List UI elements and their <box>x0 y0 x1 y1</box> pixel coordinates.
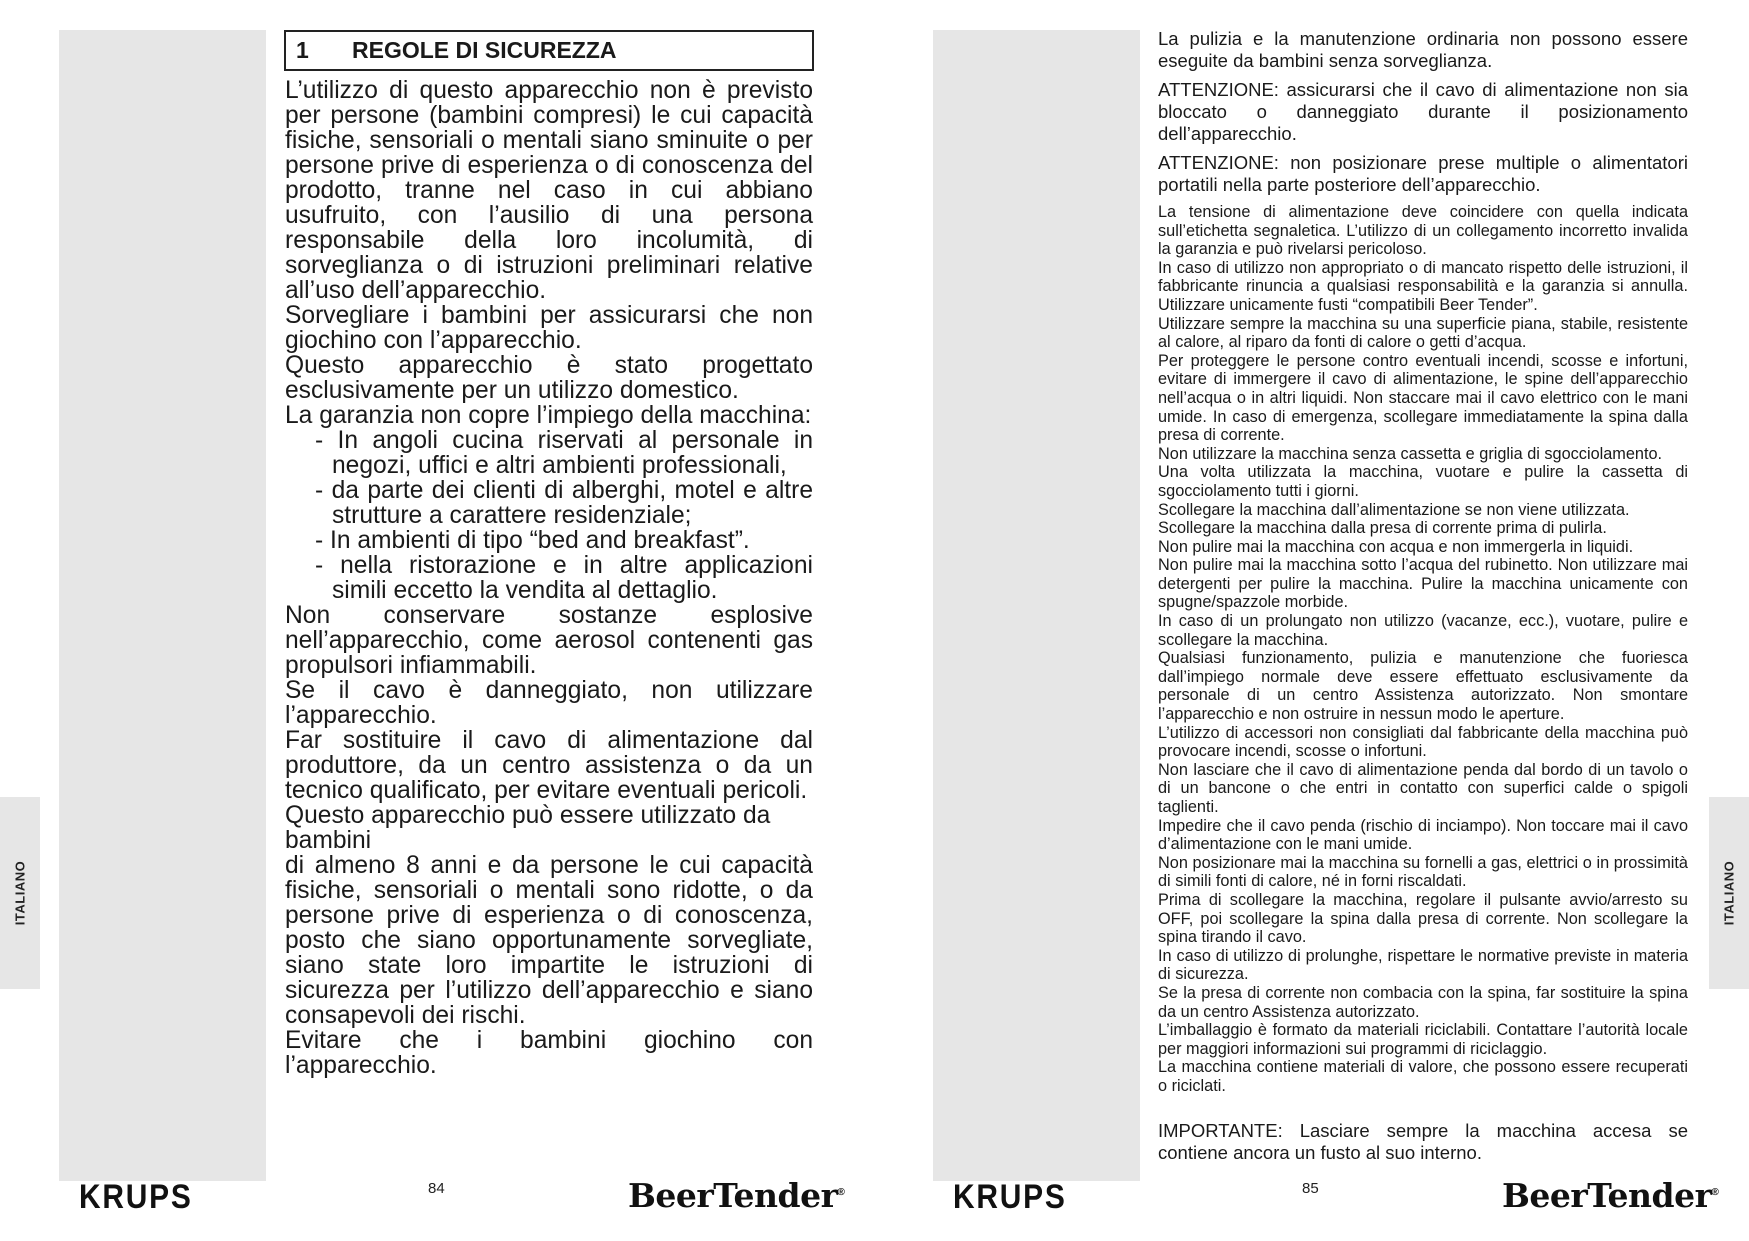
paragraph: La garanzia non copre l’impiego della macchina: <box>285 402 812 429</box>
left-page-body <box>285 78 813 1078</box>
left-language-tab-label: ITALIANO <box>12 860 28 926</box>
right-registered-mark: ® <box>1711 1187 1719 1198</box>
paragraph: L’imballaggio è formato da materiali riciclabili. Contattare l’autorità locale per maggiori informazioni sui programmi di riciclaggio. <box>1158 1021 1688 1058</box>
paragraph: Non pulire mai la macchina sotto l’acqua del rubinetto. Non utilizzare mai detergenti per pulire la macchina. Pulire la macchina unicamente con spugne/spazzole morbide. <box>1158 556 1688 612</box>
paragraph: La pulizia e la manutenzione ordinaria non possono essere eseguite da bambini senza sorveglianza. <box>1158 28 1688 71</box>
paragraph: Questo apparecchio è stato progettato esclusivamente per un utilizzo domestico. <box>285 352 813 404</box>
section-heading <box>284 30 814 71</box>
list-item: - nella ristorazione e in altre applicazioni simili eccetto la vendita al dettaglio. <box>315 552 813 604</box>
paragraph: In caso di utilizzo di prolunghe, rispettare le normative previste in materia di sicurezza. <box>1158 946 1688 984</box>
left-page-gray-column <box>59 30 266 1181</box>
list-item: - In angoli cucina riservati al personale in negozi, uffici e altri ambienti professionali, <box>315 427 813 479</box>
left-page-number: 84 <box>428 1180 445 1197</box>
section-number: 1 <box>296 37 309 63</box>
small-print-block <box>1158 203 1688 1096</box>
paragraph: ATTENZIONE: non posizionare prese multiple o alimentatori portatili nella parte posteriore dell’apparecchio. <box>1158 152 1688 195</box>
right-krups-logo: KRUPS <box>953 1178 1067 1216</box>
paragraph: Una volta utilizzata la macchina, vuotare e pulire la cassetta di sgocciolamento tutti i giorni. <box>1158 463 1688 500</box>
left-registered-mark: ® <box>837 1187 845 1198</box>
right-language-tab-label: ITALIANO <box>1721 860 1737 926</box>
list-item: - da parte dei clienti di alberghi, motel e altre strutture a carattere residenziale; <box>315 477 813 529</box>
right-beertender-wordmark: BeerTender <box>1502 1176 1712 1215</box>
paragraph: Sorvegliare i bambini per assicurarsi che non giochino con l’apparecchio. <box>285 302 813 354</box>
right-language-tab <box>1709 797 1749 989</box>
paragraph: La macchina contiene materiali di valore, che possono essere recuperati o riciclati. <box>1158 1058 1688 1095</box>
paragraph: Per proteggere le persone contro eventuali incendi, scosse e infortuni, evitare di immergere il cavo di alimentazione, le spine dell’apparecchio nell’acqua o in altri liquidi. Non staccare mai il cavo elettrico con le mani umide. In caso di emergenza, scollegare immediatamente la spina dalla presa di corrente. <box>1158 351 1688 445</box>
paragraph: Scollegare la macchina dall’alimentazione se non viene utilizzata. <box>1158 500 1630 519</box>
right-page-gray-column <box>933 30 1140 1181</box>
paragraph: ATTENZIONE: assicurarsi che il cavo di alimentazione non sia bloccato o danneggiato durante il posizionamento dell’apparecchio. <box>1158 79 1688 144</box>
paragraph: Evitare che i bambini giochino con l’apparecchio. <box>285 1027 813 1079</box>
paragraph: di almeno 8 anni e da persone le cui capacità fisiche, sensoriali o mentali sono ridotte, o da persone prive di esperienza o di conoscenza, posto che siano opportunamente sorvegliate, siano state loro impartite le istruzioni di sicurezza per l’utilizzo dell’apparecchio e siano consapevoli dei rischi. <box>285 852 813 1029</box>
paragraph: L’utilizzo di questo apparecchio non è previsto per persone (bambini compresi) le cui capacità fisiche, sensoriali o mentali siano sminuite o per persone prive di esperienza o di conoscenza del prodotto, tranne nel caso in cui abbiano usufruito, con l’ausilio di una persona responsabile della loro incolumità, di sorveglianza o di istruzioni preliminari relative all’uso dell’apparecchio. <box>285 77 813 304</box>
paragraph: Far sostituire il cavo di alimentazione dal produttore, da un centro assistenza o da un tecnico qualificato, per evitare eventuali pericoli. <box>285 727 813 804</box>
paragraph: In caso di un prolungato non utilizzo (vacanze, ecc.), vuotare, pulire e scollegare la macchina. <box>1158 612 1688 649</box>
paragraph: Impedire che il cavo penda (rischio di inciampo). Non toccare mai il cavo d’alimentazione con le mani umide. <box>1158 816 1688 854</box>
left-krups-logo: KRUPS <box>79 1178 193 1216</box>
paragraph: Utilizzare sempre la macchina su una superficie piana, stabile, resistente al calore, al riparo da fonti di calore o getti d’acqua. <box>1158 314 1688 352</box>
paragraph: In caso di utilizzo non appropriato o di mancato rispetto delle istruzioni, il fabbricante rinuncia a qualsiasi responsabilità e la garanzia si annulla. Utilizzare unicamente fusti “compatibili Beer Tender”. <box>1158 258 1688 314</box>
section-title: REGOLE DI SICUREZZA <box>352 37 617 63</box>
warranty-exclusion-list <box>285 428 813 603</box>
paragraph: Non utilizzare la macchina senza cassetta e griglia di sgocciolamento. <box>1158 444 1663 463</box>
paragraph: Non conservare sostanze esplosive nell’apparecchio, come aerosol contenenti gas propulsori infiammabili. <box>285 602 813 679</box>
right-page-number: 85 <box>1302 1180 1319 1197</box>
paragraph: Prima di scollegare la macchina, regolare il pulsante avvio/arresto su OFF, poi scollegare la spina dalla presa di corrente. Non scollegare la spina tirando il cavo. <box>1158 890 1688 947</box>
right-page-body <box>1158 28 1688 1164</box>
important-note: IMPORTANTE: Lasciare sempre la macchina accesa se contiene ancora un fusto al suo interno. <box>1158 1119 1688 1163</box>
left-beertender-logo <box>628 1176 844 1215</box>
paragraph: La tensione di alimentazione deve coincidere con quella indicata sull’etichetta segnaletica. L’utilizzo di un collegamento incorretto invalida la garanzia e può rivelarsi pericoloso. <box>1158 203 1688 259</box>
left-language-tab <box>0 797 40 989</box>
paragraph: Scollegare la macchina dalla presa di corrente prima di pulirla. <box>1158 519 1607 538</box>
paragraph: Non pulire mai la macchina con acqua e non immergerla in liquidi. <box>1158 537 1634 556</box>
paragraph: Non lasciare che il cavo di alimentazione penda dal bordo di un tavolo o di un bancone o che entri in contatto con superfici calde o spigoli taglienti. <box>1158 760 1688 816</box>
paragraph: Se il cavo è danneggiato, non utilizzare l’apparecchio. <box>285 677 813 729</box>
left-beertender-wordmark: BeerTender <box>628 1176 838 1215</box>
paragraph: Qualsiasi funzionamento, pulizia e manutenzione che fuoriesca dall’impiego normale deve essere effettuato esclusivamente da personale di un centro Assistenza autorizzato. Non smontare l’apparecchio e non ostruire in nessun modo le aperture. <box>1158 649 1688 724</box>
paragraph: L’utilizzo di accessori non consigliati dal fabbricante della macchina può provocare incendi, scosse o infortuni. <box>1158 723 1688 761</box>
paragraph: Se la presa di corrente non combacia con la spina, far sostituire la spina da un centro Assistenza autorizzato. <box>1158 983 1688 1021</box>
list-item: - In ambienti di tipo “bed and breakfast”. <box>315 527 750 554</box>
right-beertender-logo <box>1502 1176 1718 1215</box>
paragraph: Non posizionare mai la macchina su fornelli a gas, elettrici o in prossimità di simili fonti di calore, né in forni riscaldati. <box>1158 853 1688 891</box>
paragraph: Questo apparecchio può essere utilizzato da bambini <box>285 802 771 854</box>
